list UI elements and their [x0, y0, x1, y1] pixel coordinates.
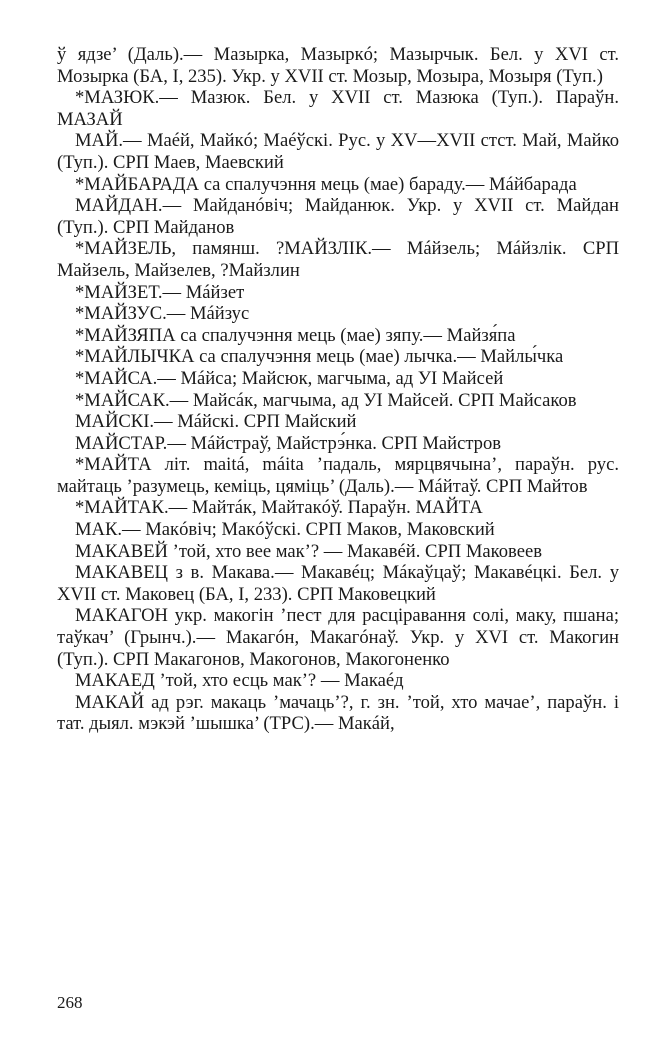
entry-maisa: *МАЙСА.— Мáйса; Майсюк, магчыма, ад УІ Майсей: [75, 367, 504, 389]
entry-mai: МАЙ.— Маéй, Майкó; Маéўскі. Рус. у XV—XVII стст. Май, Майко (Туп.). СРП Маев, Маевский: [57, 130, 619, 173]
entry-maizus: *МАЙЗУС.— Мáйзус: [75, 303, 250, 325]
page-number: 268: [57, 993, 83, 1012]
entry-makavets: МАКАВЕЦ з в. Макава.— Макавéц; Мáкаўцаў; Макавéцкі. Бел. у XVII ст. Маковец (БА, I, 233). СРП Маковецкий: [57, 562, 619, 605]
dictionary-page-text: [57, 44, 619, 735]
entry-makagon: МАКАГОН укр. макогін ’пест для расціравання солі, маку, пшана; таўкач’ (Грынч.).— Макагóн, Макагóнаў. Укр. у XVI ст. Макогин (Туп.). СРП Макагонов, Макогонов, Макогоненко: [57, 605, 619, 670]
entry-maizet: *МАЙЗЕТ.— Мáйзет: [75, 281, 245, 303]
entry-maibarada: *МАЙБАРАДА са спалучэння мець (мае) бараду.— Мáйбарада: [75, 173, 577, 195]
entry-maizyapa: *МАЙЗЯПА са спалучэння мець (мае) зяпу.— Майзя́па: [75, 324, 516, 346]
entry-mazyuk: *МАЗЮК.— Мазюк. Бел. у XVII ст. Мазюка (Туп.). Параўн. МАЗАЙ: [57, 87, 619, 130]
entry-maita: *МАЙТА літ. maitá, máita ’падаль, мярцвячына’, параўн. рус. майтаць ’разумець, кеміць, цяміць’ (Даль).— Мáйтаў. СРП Майтов: [57, 454, 619, 497]
entry-maisak: *МАЙСАК.— Майсáк, магчыма, ад УІ Майсей. СРП Майсаков: [75, 389, 577, 411]
entry-mailychka: *МАЙЛЫЧКА са спалучэння мець (мае) лычка.— Майлы́чка: [75, 346, 564, 368]
entry-maitak: *МАЙТАК.— Майтáк, Майтакóў. Параўн. МАЙТА: [75, 497, 483, 519]
entry-maistar: МАЙСТАР.— Мáйстраў, Майстрэ́нка. СРП Майстров: [75, 432, 502, 454]
entry-makavei: МАКАВЕЙ ’той, хто вее мак’? — Макавéй. СРП Маковеев: [75, 540, 543, 562]
entry-makaed: МАКАЕД ’той, хто есць мак’? — Макаéд: [75, 670, 404, 692]
entry-maidan: МАЙДАН.— Майданóвіч; Майданюк. Укр. у XVII ст. Майдан (Туп.). СРП Майданов: [57, 195, 619, 238]
entry-maizel: *МАЙЗЕЛЬ, памянш. ?МАЙЗЛІК.— Мáйзель; Мáйзлік. СРП Майзель, Майзелев, ?Майзлин: [57, 238, 619, 281]
entry-mak: МАК.— Макóвіч; Макóўскі. СРП Маков, Маковский: [75, 519, 495, 541]
entry-maiski: МАЙСКІ.— Мáйскі. СРП Майский: [75, 411, 357, 433]
entry-continuation: ў ядзе’ (Даль).— Мазырка, Мазыркó; Мазырчык. Бел. у XVI ст. Мозырка (БА, I, 235). Укр. у XVII ст. Мозыр, Мозыра, Мозыря (Туп.): [57, 44, 619, 87]
entry-makai: МАКАЙ ад рэг. макаць ’мачаць’?, г. зн. ’той, хто мачае’, параўн. і тат. дыял. мэкэй ’шышка’ (ТРС).— Макáй,: [57, 691, 619, 735]
